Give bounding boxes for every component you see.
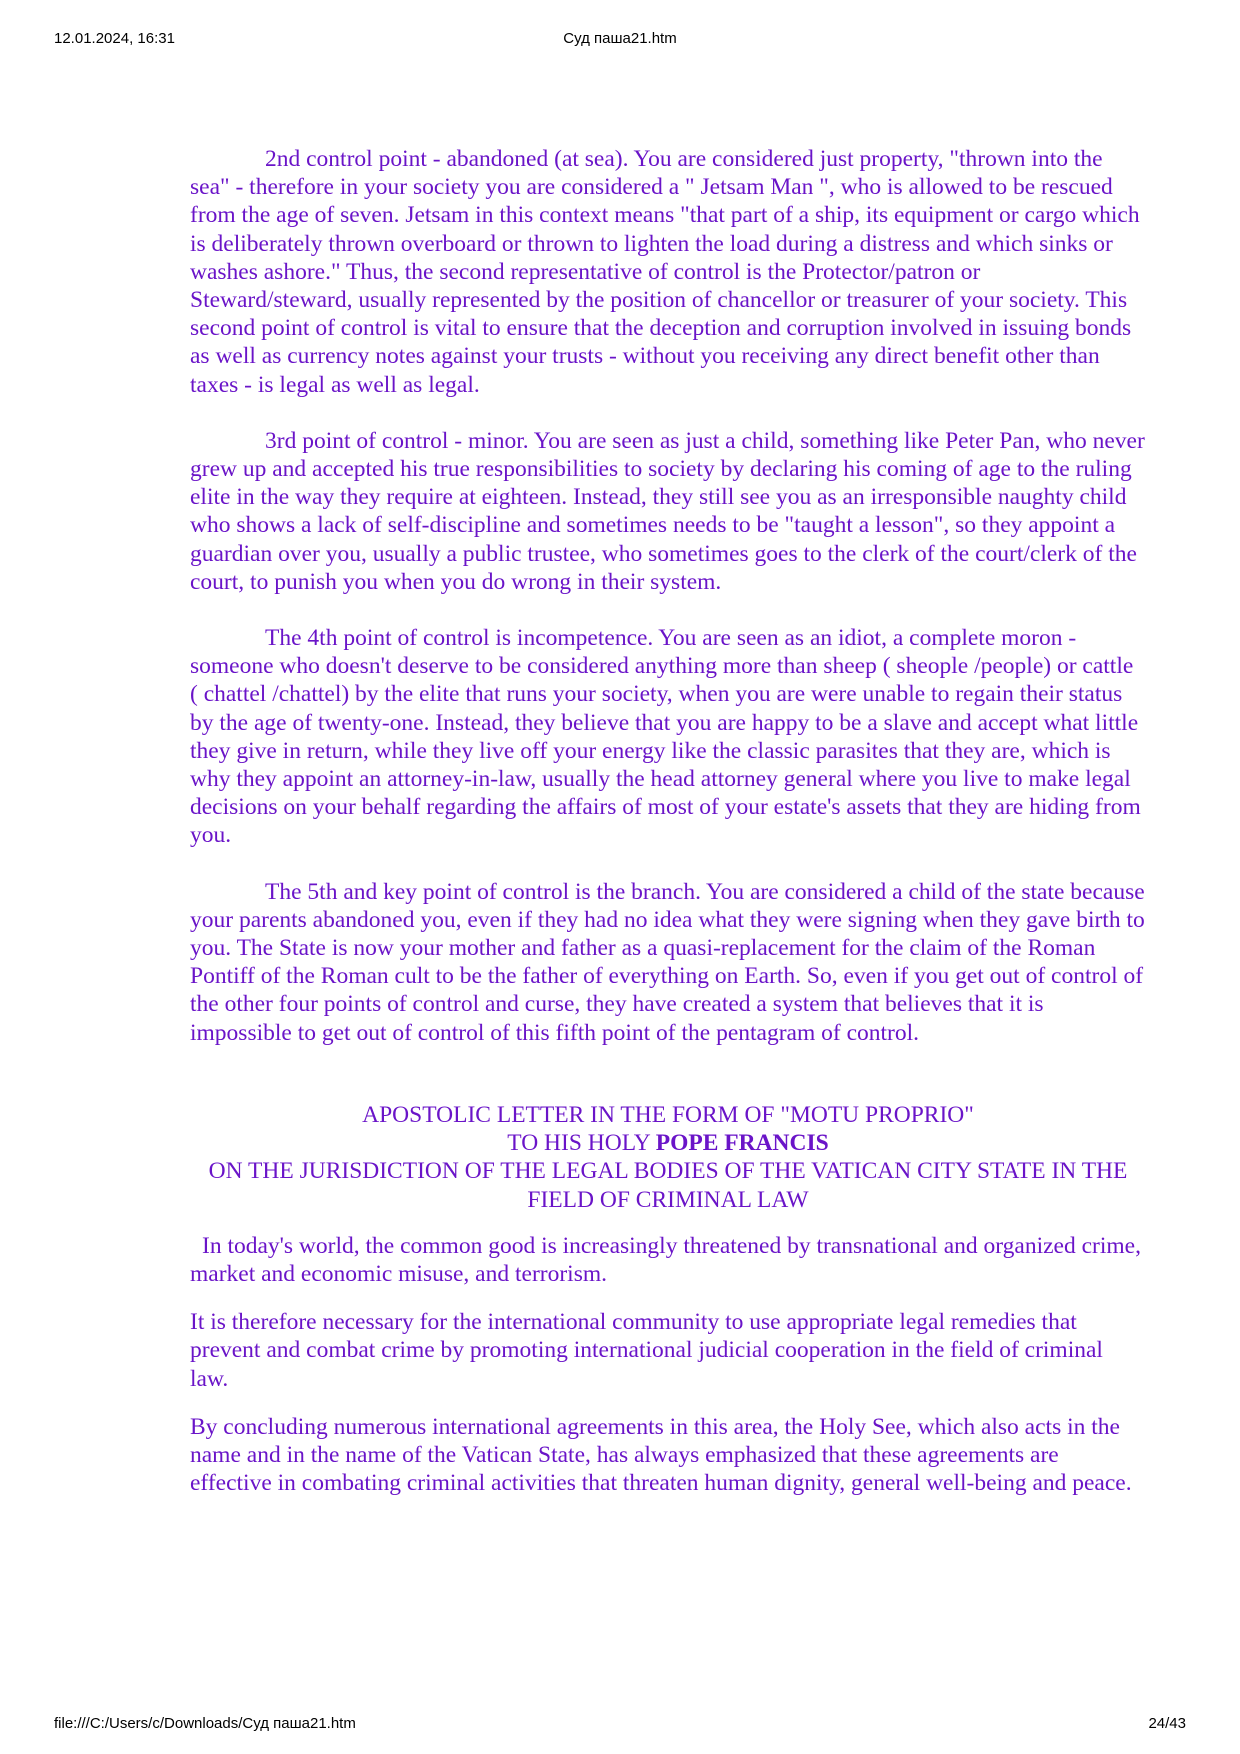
heading-pope-name: POPE FRANCIS <box>655 1130 829 1157</box>
paragraph-control-point-5: The 5th and key point of control is the branch. You are considered a child of the state because your parents abandoned you, even if they had no idea what they were signing when they gave birth to you. The State is now your mother and father as a quasi-replacement for the claim of the Roman Pontiff of the Roman cult to be the father of everything on Earth. So, even if you get out of control of the other four points of control and curse, they have created a system that believes that it is impossible to get out of control of this fifth point of the pentagram of control. <box>190 878 1145 1046</box>
print-footer <box>54 1715 1186 1735</box>
letter-heading <box>190 1101 1146 1214</box>
heading-line-3: ON THE JURISDICTION OF THE LEGAL BODIES OF THE VATICAN CITY STATE IN THE FIELD OF CRIMINAL LAW <box>208 1158 1128 1213</box>
letter-paragraph-1: In today's world, the common good is increasingly threatened by transnational and organized crime, market and economic misuse, and terrorism. <box>190 1232 1141 1287</box>
document-body <box>190 145 1146 1517</box>
page-number: 24/43 <box>1148 1715 1186 1732</box>
heading-line-1: APOSTOLIC LETTER IN THE FORM OF "MOTU PROPRIO" <box>362 1101 974 1128</box>
print-header <box>54 30 1186 50</box>
print-datetime: 12.01.2024, 16:31 <box>54 30 175 47</box>
letter-paragraph-3: By concluding numerous international agreements in this area, the Holy See, which also acts in the name and in the name of the Vatican State, has always emphasized that these agreements are effective in combating criminal activities that threaten human dignity, general well-being and peace. <box>190 1413 1132 1497</box>
heading-line-2-prefix: TO HIS HOLY <box>507 1130 656 1157</box>
letter-paragraph-2: It is therefore necessary for the international community to use appropriate legal remedies that prevent and combat crime by promoting international judicial cooperation in the field of criminal law. <box>190 1309 1103 1392</box>
file-path: file:///C:/Users/c/Downloads/Суд паша21.htm <box>54 1715 356 1732</box>
paragraph-control-point-4: The 4th point of control is incompetence. You are seen as an idiot, a complete moron - someone who doesn't deserve to be considered anything more than sheep ( sheople /people) or cattle ( chattel /chattel) by the elite that runs your society, when you are were unable to regain their status by the age of twenty-one. Instead, they believe that you are happy to be a slave and accept what little they give in return, while they live off your energy like the classic parasites that they are, which is why they appoint an attorney-in-law, usually the head attorney general where you live to make legal decisions on your behalf regarding the affairs of most of your estate's assets that they are hiding from you. <box>190 625 1141 849</box>
paragraph-control-point-2: 2nd control point - abandoned (at sea). You are considered just property, "thrown into the sea" - therefore in your society you are considered a " Jetsam Man ", who is allowed to be rescued from the age of seven. Jetsam in this context means "that part of a ship, its equipment or cargo which is deliberately thrown overboard or thrown to lighten the load during a distress and which sinks or washes ashore." Thus, the second representative of control is the Protector/patron or Steward/steward, usually represented by the position of chancellor or treasurer of your society. This second point of control is vital to ensure that the deception and corruption involved in issuing bonds as well as currency notes against your trusts - without you receiving any direct benefit other than taxes - is legal as well as legal. <box>190 146 1140 398</box>
print-document-title: Суд паша21.htm <box>563 30 677 47</box>
paragraph-control-point-3: 3rd point of control - minor. You are seen as just a child, something like Peter Pan, who never grew up and accepted his true responsibilities to society by declaring his coming of age to the ruling elite in the way they require at eighteen. Instead, they still see you as an irresponsible naughty child who shows a lack of self-discipline and sometimes needs to be "taught a lesson", so they appoint a guardian over you, usually a public trustee, who sometimes goes to the clerk of the court/clerk of the court, to punish you when you do wrong in their system. <box>190 427 1145 595</box>
